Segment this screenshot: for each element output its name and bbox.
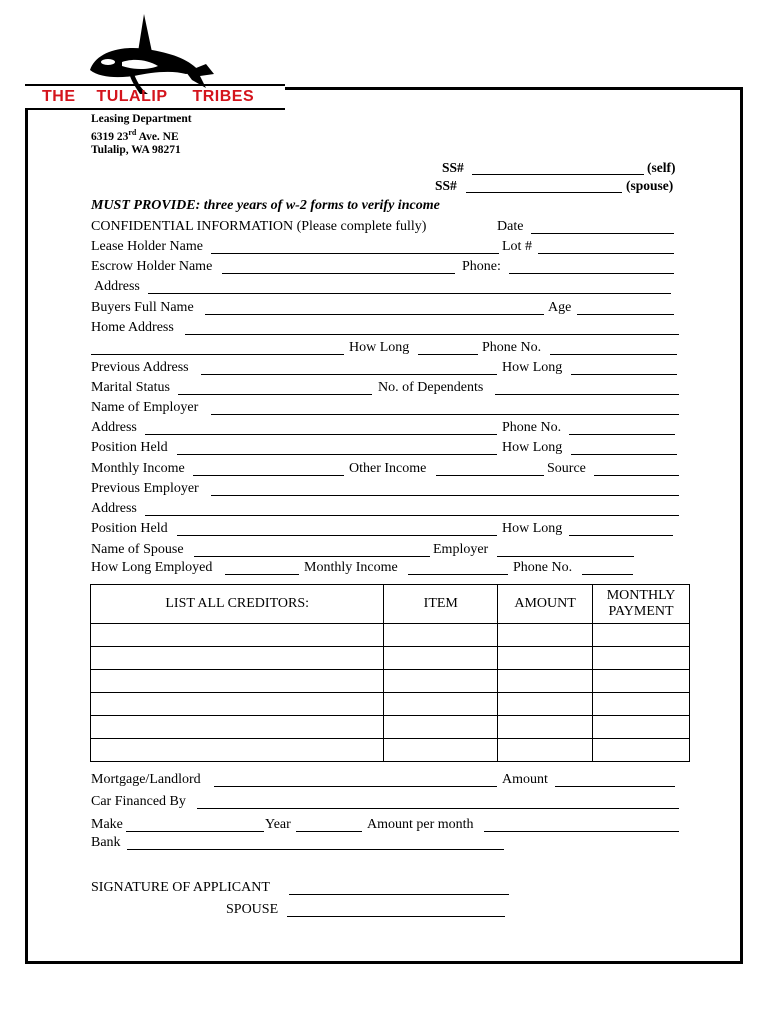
other-income-label: Other Income	[349, 461, 427, 476]
previous-position-field[interactable]	[177, 521, 497, 536]
monthly-income-label: Monthly Income	[91, 461, 185, 476]
spouse-signature-field[interactable]	[287, 902, 505, 917]
item-cell[interactable]	[384, 739, 498, 762]
row-spouse	[91, 542, 681, 560]
previous-employer-address-field[interactable]	[145, 501, 679, 516]
row-employer	[91, 400, 681, 418]
page-frame-right	[740, 87, 743, 964]
logo-word-the: THE	[42, 88, 76, 105]
table-row	[91, 647, 690, 670]
how-long-employed-field[interactable]	[225, 560, 299, 575]
applicant-signature-label: SIGNATURE OF APPLICANT	[91, 880, 270, 895]
amount-cell[interactable]	[498, 624, 593, 647]
page-frame-top	[285, 87, 743, 90]
page-frame-bottom	[25, 961, 743, 964]
spouse-signature-label: SPOUSE	[226, 902, 279, 917]
row-car-financed	[91, 794, 681, 812]
home-how-long-label: How Long	[349, 340, 410, 355]
amount-cell[interactable]	[498, 716, 593, 739]
table-row	[91, 693, 690, 716]
position-field[interactable]	[177, 440, 497, 455]
employer-address-field[interactable]	[145, 420, 497, 435]
logo-wordmark	[42, 88, 254, 106]
home-how-long-field[interactable]	[418, 340, 478, 355]
how-long-employed-label: How Long Employed	[91, 560, 213, 575]
age-field[interactable]	[577, 300, 674, 315]
monthly-payment-cell[interactable]	[593, 693, 690, 716]
lot-label: Lot #	[502, 239, 532, 254]
spouse-phone-label: Phone No.	[513, 560, 573, 575]
row-position	[91, 440, 681, 458]
mortgage-amount-label: Amount	[502, 772, 548, 787]
item-cell[interactable]	[384, 647, 498, 670]
row-previous-position	[91, 521, 681, 539]
escrow-phone-field[interactable]	[509, 259, 674, 274]
department-name: Leasing Department	[91, 113, 192, 125]
row-escrow-address	[91, 279, 681, 297]
date-field[interactable]	[531, 219, 674, 234]
source-field[interactable]	[594, 461, 679, 476]
source-label: Source	[547, 461, 586, 476]
bank-label: Bank	[91, 835, 121, 850]
lot-field[interactable]	[538, 239, 674, 254]
amount-per-month-field[interactable]	[484, 817, 679, 832]
escrow-address-field[interactable]	[148, 279, 671, 294]
employer-field[interactable]	[211, 400, 679, 415]
page-frame-left	[25, 109, 28, 964]
escrow-holder-field[interactable]	[222, 259, 455, 274]
row-confidential	[91, 219, 681, 237]
monthly-payment-cell[interactable]	[593, 647, 690, 670]
employer-phone-label: Phone No.	[502, 420, 562, 435]
ss-spouse-suffix: (spouse)	[626, 178, 674, 193]
table-row	[91, 624, 690, 647]
applicant-signature-field[interactable]	[289, 880, 509, 895]
dependents-label: No. of Dependents	[378, 380, 484, 395]
previous-employer-field[interactable]	[211, 481, 679, 496]
dependents-field[interactable]	[495, 380, 679, 395]
position-label: Position Held	[91, 440, 168, 455]
logo-word-tulalip: TULALIP	[96, 88, 168, 105]
row-lease-holder	[91, 239, 681, 257]
row-escrow-holder	[91, 259, 681, 277]
creditor-cell[interactable]	[91, 647, 384, 670]
home-address-field-2[interactable]	[91, 340, 344, 355]
row-marital-status	[91, 380, 681, 398]
car-financed-field[interactable]	[197, 794, 679, 809]
year-label: Year	[265, 817, 291, 832]
item-header: ITEM	[384, 585, 498, 624]
lease-holder-label: Lease Holder Name	[91, 239, 203, 254]
table-row	[91, 739, 690, 762]
previous-position-how-long-field[interactable]	[569, 521, 673, 536]
ss-self-field[interactable]	[472, 160, 644, 175]
position-how-long-field[interactable]	[571, 440, 677, 455]
home-phone-field[interactable]	[550, 340, 677, 355]
row-employer-address	[91, 420, 681, 438]
previous-how-long-label: How Long	[502, 360, 563, 375]
ss-self-label: SS#	[442, 160, 464, 175]
mortgage-field[interactable]	[214, 772, 497, 787]
spouse-employer-label: Employer	[433, 542, 489, 557]
spouse-monthly-income-field[interactable]	[408, 560, 508, 575]
make-label: Make	[91, 817, 123, 832]
row-home-address-2	[91, 340, 681, 358]
logo-rule-top	[25, 84, 285, 86]
buyers-name-field[interactable]	[205, 300, 544, 315]
row-spouse-employment	[91, 560, 681, 578]
position-how-long-label: How Long	[502, 440, 563, 455]
creditor-cell[interactable]	[91, 739, 384, 762]
mortgage-amount-field[interactable]	[555, 772, 675, 787]
creditor-cell[interactable]	[91, 624, 384, 647]
item-cell[interactable]	[384, 624, 498, 647]
amount-cell[interactable]	[498, 647, 593, 670]
creditors-header-row	[91, 585, 690, 624]
row-previous-address	[91, 360, 681, 378]
monthly-income-field[interactable]	[193, 461, 344, 476]
amount-cell[interactable]	[498, 739, 593, 762]
date-label: Date	[497, 219, 524, 234]
department-address: 6319 23rd Ave. NE	[91, 128, 179, 143]
creditors-table	[90, 584, 690, 762]
home-address-label: Home Address	[91, 320, 174, 335]
row-buyers-name	[91, 300, 681, 318]
spouse-name-field[interactable]	[194, 542, 430, 557]
ss-spouse-field[interactable]	[466, 178, 622, 193]
monthly-payment-cell[interactable]	[593, 624, 690, 647]
creditors-header: LIST ALL CREDITORS:	[91, 585, 384, 624]
ss-self-suffix: (self)	[647, 160, 676, 175]
row-mortgage	[91, 772, 681, 790]
previous-how-long-field[interactable]	[571, 360, 677, 375]
amount-cell[interactable]	[498, 670, 593, 693]
monthly-payment-cell[interactable]	[593, 670, 690, 693]
age-label: Age	[548, 300, 572, 315]
make-field[interactable]	[126, 817, 264, 832]
creditor-cell[interactable]	[91, 716, 384, 739]
item-cell[interactable]	[384, 670, 498, 693]
creditor-cell[interactable]	[91, 670, 384, 693]
confidential-heading: CONFIDENTIAL INFORMATION (Please complete fully)	[91, 219, 427, 234]
employer-phone-field[interactable]	[569, 420, 675, 435]
spouse-monthly-income-label: Monthly Income	[304, 560, 398, 575]
row-home-address	[91, 320, 681, 338]
logo-word-tribes: TRIBES	[192, 88, 255, 105]
amount-header: AMOUNT	[498, 585, 593, 624]
item-cell[interactable]	[384, 693, 498, 716]
previous-address-field[interactable]	[201, 360, 497, 375]
row-previous-employer-address	[91, 501, 681, 519]
amount-per-month-label: Amount per month	[367, 817, 474, 832]
previous-employer-label: Previous Employer	[91, 481, 199, 496]
table-row	[91, 716, 690, 739]
buyers-name-label: Buyers Full Name	[91, 300, 194, 315]
escrow-holder-label: Escrow Holder Name	[91, 259, 213, 274]
row-bank	[91, 835, 681, 853]
previous-position-label: Position Held	[91, 521, 168, 536]
lease-holder-field[interactable]	[211, 239, 499, 254]
marital-status-label: Marital Status	[91, 380, 170, 395]
escrow-address-label: Address	[94, 279, 140, 294]
must-provide-notice: MUST PROVIDE: three years of w-2 forms to verify income	[91, 198, 440, 213]
department-city: Tulalip, WA 98271	[91, 144, 181, 156]
logo-rule-bottom	[25, 108, 285, 110]
employer-address-label: Address	[91, 420, 137, 435]
row-income	[91, 461, 681, 479]
bank-field[interactable]	[127, 835, 504, 850]
previous-position-how-long-label: How Long	[502, 521, 563, 536]
monthly-payment-cell[interactable]	[593, 716, 690, 739]
orca-logo-icon	[82, 14, 214, 94]
escrow-phone-label: Phone:	[462, 259, 501, 274]
item-cell[interactable]	[384, 716, 498, 739]
ss-spouse-label: SS#	[435, 178, 457, 193]
other-income-field[interactable]	[436, 461, 544, 476]
spouse-phone-field[interactable]	[582, 560, 633, 575]
spouse-name-label: Name of Spouse	[91, 542, 184, 557]
creditor-cell[interactable]	[91, 693, 384, 716]
previous-address-label: Previous Address	[91, 360, 189, 375]
spouse-employer-field[interactable]	[497, 542, 634, 557]
monthly-payment-cell[interactable]	[593, 739, 690, 762]
home-address-field[interactable]	[185, 320, 679, 335]
row-previous-employer	[91, 481, 681, 499]
employer-label: Name of Employer	[91, 400, 199, 415]
table-row	[91, 670, 690, 693]
amount-cell[interactable]	[498, 693, 593, 716]
marital-status-field[interactable]	[178, 380, 372, 395]
previous-employer-address-label: Address	[91, 501, 137, 516]
year-field[interactable]	[296, 817, 362, 832]
home-phone-label: Phone No.	[482, 340, 542, 355]
car-financed-label: Car Financed By	[91, 794, 186, 809]
mortgage-label: Mortgage/Landlord	[91, 772, 201, 787]
monthly-payment-header: MONTHLY PAYMENT	[593, 585, 690, 624]
row-make	[91, 817, 681, 835]
